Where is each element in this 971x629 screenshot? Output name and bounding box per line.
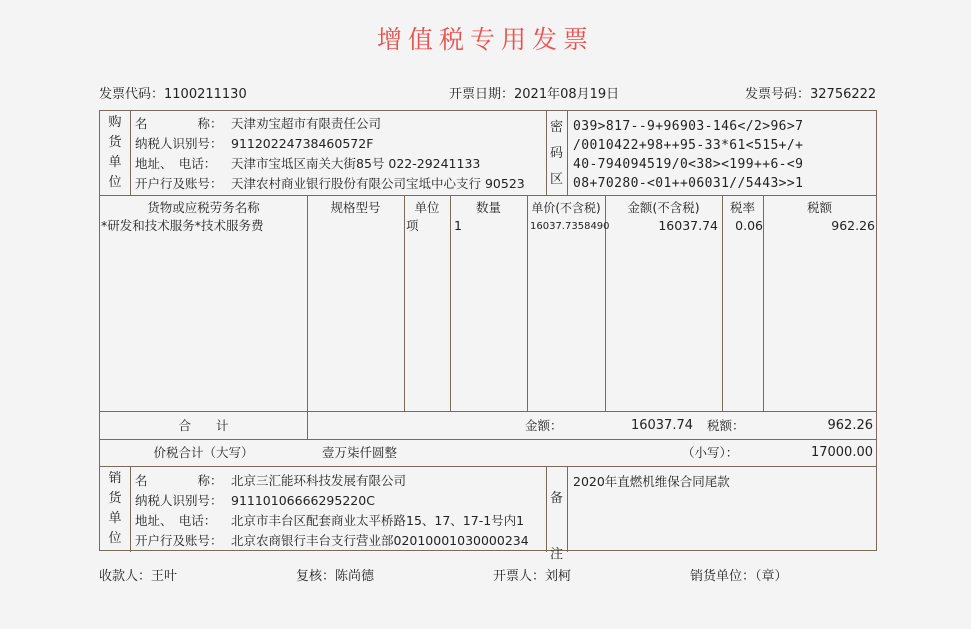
buyer-name-label: 名 称： bbox=[135, 116, 223, 131]
seller-section-label: 销 货 单 位 bbox=[108, 471, 122, 546]
invoice-table bbox=[99, 110, 877, 562]
seller-name-label: 名 称： bbox=[135, 473, 223, 488]
remark-text: 2020年直燃机维保合同尾款 bbox=[573, 474, 730, 489]
invoice-date bbox=[449, 83, 619, 102]
divider-col-unit bbox=[450, 195, 451, 411]
seller-tax-id-label: 纳税人识别号： bbox=[135, 493, 223, 508]
item-tax: 962.26 bbox=[831, 218, 875, 233]
invoice-code-label: 发票代码： bbox=[99, 87, 165, 102]
divider-seller-label bbox=[130, 466, 131, 552]
invoice-code-value: 1100211130 bbox=[164, 87, 247, 102]
item-unit: 项 bbox=[406, 218, 419, 233]
total-tax: 962.26 bbox=[827, 418, 873, 433]
divider-col-name bbox=[307, 195, 308, 439]
buyer-address: 天津市宝坻区南关大街85号 022-29241133 bbox=[231, 156, 481, 171]
seller-address-label: 地址、 电话： bbox=[135, 513, 217, 528]
issuer-value: 刘柯 bbox=[545, 569, 572, 584]
remark-section-label: 备 注 bbox=[549, 491, 563, 562]
grand-total-small-label: （小写）： bbox=[682, 445, 739, 460]
invoice-date-label: 开票日期： bbox=[449, 87, 515, 102]
buyer-address-label: 地址、 电话： bbox=[135, 156, 217, 171]
invoice-date-value: 2021年08月19日 bbox=[514, 87, 620, 102]
cipher-text bbox=[573, 117, 803, 193]
col-header-unit: 单位 bbox=[414, 200, 440, 215]
total-amount-label: 金额： bbox=[525, 418, 563, 433]
invoice-title: 增值税专用发票 bbox=[376, 25, 594, 54]
item-price: 16037.7358490 bbox=[530, 221, 610, 232]
divider-cipher-label bbox=[567, 111, 568, 195]
cipher-line: 40-794094519/0<38><199++6-<9 bbox=[573, 157, 804, 172]
item-name: *研发和技术服务*技术服务费 bbox=[101, 218, 264, 233]
seller-name: 北京三汇能环科技发展有限公司 bbox=[231, 473, 407, 488]
seller-bank: 北京农商银行丰台支行营业部02010001030000234 bbox=[231, 533, 529, 548]
grand-total-words: 壹万柒仟圆整 bbox=[322, 445, 398, 460]
reviewer-label: 复核： bbox=[296, 569, 336, 584]
payee-value: 王叶 bbox=[151, 569, 178, 584]
col-header-name: 货物或应税劳务名称 bbox=[147, 200, 260, 215]
issuer bbox=[493, 565, 571, 584]
invoice-number-value: 32756222 bbox=[810, 87, 877, 102]
divider-total-grand bbox=[100, 439, 876, 440]
col-header-rate: 税率 bbox=[729, 200, 755, 215]
total-label: 合 计 bbox=[178, 418, 229, 433]
issuer-label: 开票人： bbox=[493, 569, 546, 584]
buyer-bank-label: 开户行及账号： bbox=[135, 176, 223, 191]
buyer-tax-id-label: 纳税人识别号： bbox=[135, 136, 223, 151]
grand-total-label: 价税合计（大写） bbox=[153, 445, 254, 460]
col-header-price: 单价(不含税) bbox=[531, 201, 601, 215]
cipher-line: 08+70280-<01++06031//5443>>1 bbox=[573, 176, 804, 191]
seller-bank-label: 开户行及账号： bbox=[135, 533, 223, 548]
seller-address: 北京市丰台区配套商业太平桥路15、17、17-1号内1 bbox=[231, 513, 525, 528]
grand-total-small: 17000.00 bbox=[810, 445, 873, 460]
total-amount: 16037.74 bbox=[630, 418, 693, 433]
buyer-tax-id: 91120224738460572F bbox=[231, 136, 374, 151]
reviewer-value: 陈尚德 bbox=[335, 569, 375, 584]
reviewer bbox=[296, 565, 374, 584]
divider-grand-seller bbox=[100, 466, 876, 467]
cipher-section-label: 密 码 区 bbox=[549, 120, 563, 187]
payee-label: 收款人： bbox=[99, 569, 152, 584]
col-header-amount: 金额(不含税) bbox=[627, 200, 700, 215]
divider-remark-label bbox=[567, 466, 568, 552]
seller-seal: 销货单位：（章） bbox=[690, 569, 788, 584]
col-header-spec: 规格型号 bbox=[330, 200, 381, 215]
divider-items-total bbox=[100, 411, 876, 412]
invoice-number bbox=[745, 83, 876, 102]
divider-buyer-label bbox=[130, 111, 131, 195]
cipher-line: 039>817--9+96903-146</2>96>7 bbox=[573, 119, 804, 134]
cipher-line: /0010422+98++95-33*61<515+/+ bbox=[573, 138, 804, 153]
invoice-number-label: 发票号码： bbox=[745, 87, 811, 102]
buyer-section-label: 购 货 单 位 bbox=[108, 115, 122, 190]
payee bbox=[99, 565, 177, 584]
invoice-code bbox=[99, 83, 247, 102]
item-qty: 1 bbox=[454, 218, 462, 233]
seller-tax-id: 91110106666295220C bbox=[231, 493, 375, 508]
col-header-qty: 数量 bbox=[475, 200, 501, 215]
col-header-tax: 税额 bbox=[806, 200, 832, 215]
total-tax-label: 税额： bbox=[707, 418, 745, 433]
item-rate: 0.06 bbox=[735, 218, 763, 233]
divider-col-qty bbox=[527, 195, 528, 411]
divider-buyer-items bbox=[100, 195, 876, 196]
buyer-bank: 天津农村商业银行股份有限公司宝坻中心支行 90523 bbox=[231, 176, 525, 191]
divider-col-spec bbox=[404, 195, 405, 411]
item-amount: 16037.74 bbox=[658, 218, 718, 233]
buyer-name: 天津劝宝超市有限责任公司 bbox=[231, 116, 382, 131]
